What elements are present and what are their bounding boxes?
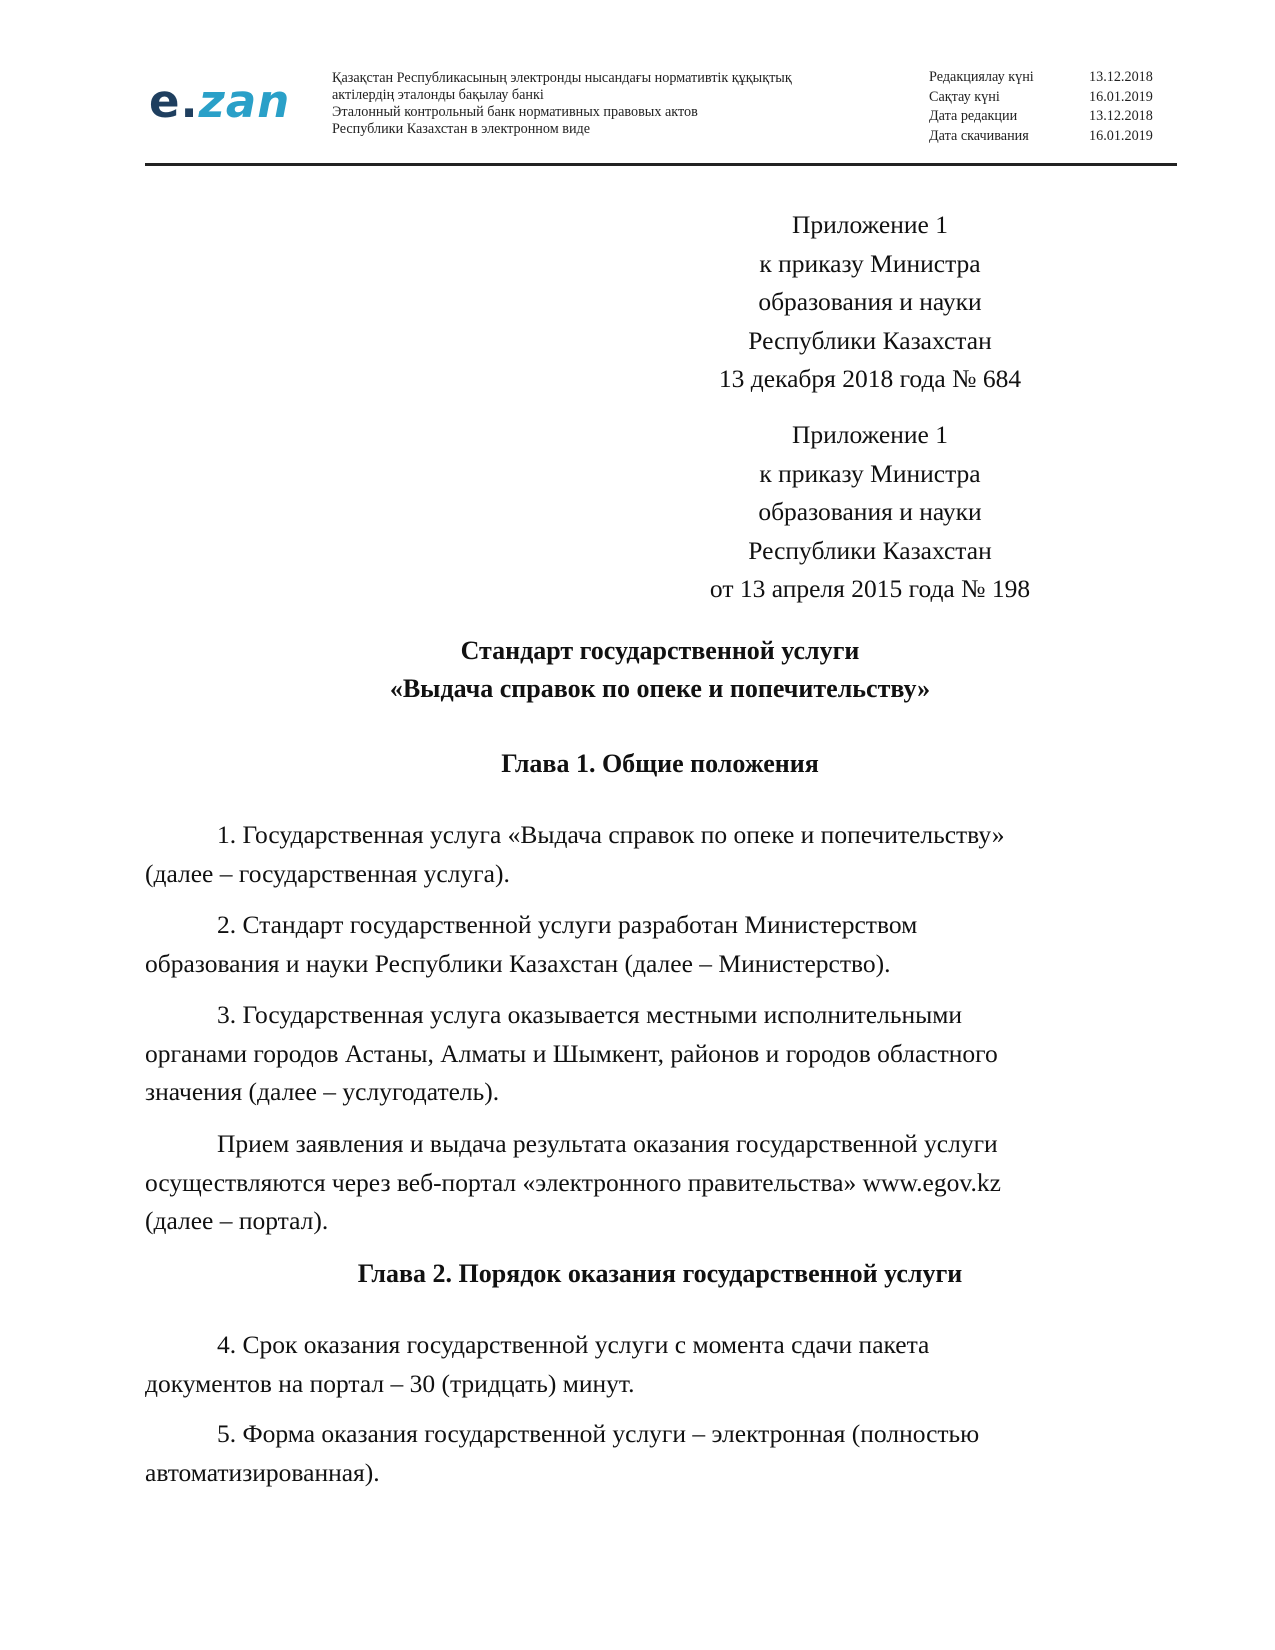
paragraph-line: Прием заявления и выдача результата оказания государственной услуги [217, 1129, 998, 1158]
paragraph-line: 4. Срок оказания государственной услуги с момента сдачи пакета [217, 1330, 930, 1359]
meta-label: Дата редакции [929, 108, 1018, 124]
source-line: Эталонный контрольный банк нормативных правовых актов [332, 104, 698, 120]
meta-label: Дата скачивания [929, 127, 1029, 144]
document-title [145, 632, 1175, 708]
meta-row [929, 68, 1169, 88]
paragraph [145, 1125, 1125, 1241]
paragraph-line: 2. Стандарт государственной услуги разработан Министерством [217, 910, 918, 939]
chapter-heading: Глава 1. Общие положения [501, 749, 819, 778]
meta-row [929, 88, 1169, 108]
source-description [332, 70, 792, 138]
appendix-block-2015 [600, 416, 1140, 609]
paragraph [145, 1326, 1125, 1403]
paragraph-line: 1. Государственная услуга «Выдача справок по опеке и попечительству» [217, 820, 1005, 849]
logo-e: e [149, 75, 181, 128]
paragraph-line: 5. Форма оказания государственной услуги – электронная (полностью [217, 1419, 980, 1448]
meta-value: 13.12.2018 [1089, 108, 1153, 124]
logo-dot: . [180, 75, 199, 128]
source-line: Қазақстан Республикасының электронды нысандағы нормативтік құқықтық [332, 70, 792, 86]
paragraph-line: (далее – государственная услуга). [145, 858, 510, 888]
paragraph-line: (далее – портал). [145, 1206, 329, 1235]
appendix-line: 13 декабря 2018 года № 684 [718, 364, 1022, 393]
appendix-line: к приказу Министра [759, 248, 981, 278]
paragraph-line: образования и науки Республики Казахстан (далее – Министерство). [145, 948, 891, 978]
header-divider [145, 163, 1177, 166]
meta-row [929, 107, 1169, 127]
paragraph-line: документов на портал – 30 (тридцать) минут. [145, 1368, 635, 1398]
appendix-block-2018 [600, 206, 1140, 399]
meta-value: 13.12.2018 [1089, 69, 1153, 85]
document-header [145, 60, 1175, 166]
paragraph-line: значения (далее – услугодатель). [145, 1077, 500, 1106]
meta-label: Редакциялау күні [929, 69, 1034, 85]
meta-value: 16.01.2019 [1089, 127, 1153, 144]
appendix-line: от 13 апреля 2015 года № 198 [709, 574, 1031, 603]
appendix-line: Приложение 1 [792, 210, 948, 239]
paragraph-line: органами городов Астаны, Алматы и Шымкент, районов и городов областного [145, 1038, 998, 1068]
ezan-logo [149, 77, 290, 127]
appendix-line: Республики Казахстан [748, 325, 992, 355]
paragraph [145, 906, 1125, 983]
title-line: Стандарт государственной услуги [460, 636, 860, 665]
paragraph [145, 996, 1125, 1112]
title-line: «Выдача справок по опеке и попечительству» [389, 674, 931, 703]
paragraph [145, 1415, 1125, 1492]
paragraph-line: автоматизированная). [145, 1457, 380, 1487]
chapter-heading: Глава 2. Порядок оказания государственной услуги [357, 1259, 963, 1288]
meta-value: 16.01.2019 [1089, 88, 1153, 105]
appendix-line: Приложение 1 [792, 420, 948, 449]
appendix-line: к приказу Министра [759, 458, 981, 488]
paragraph-line: осуществляются через веб-портал «электронного правительства» www.egov.kz [145, 1167, 1001, 1197]
appendix-line: Республики Казахстан [748, 535, 992, 565]
paragraph [145, 816, 1125, 893]
appendix-line: образования и науки [758, 287, 982, 316]
document-meta [929, 68, 1169, 146]
meta-row [929, 127, 1169, 147]
logo-zan: zan [198, 75, 291, 128]
paragraph-line: 3. Государственная услуга оказывается местными исполнительными [217, 1000, 963, 1029]
source-line: Республики Казахстан в электронном виде [332, 121, 591, 137]
source-line: актілердің эталонды бақылау банкі [332, 87, 544, 103]
meta-label: Сақтау күні [929, 88, 1000, 105]
appendix-line: образования и науки [758, 497, 982, 526]
